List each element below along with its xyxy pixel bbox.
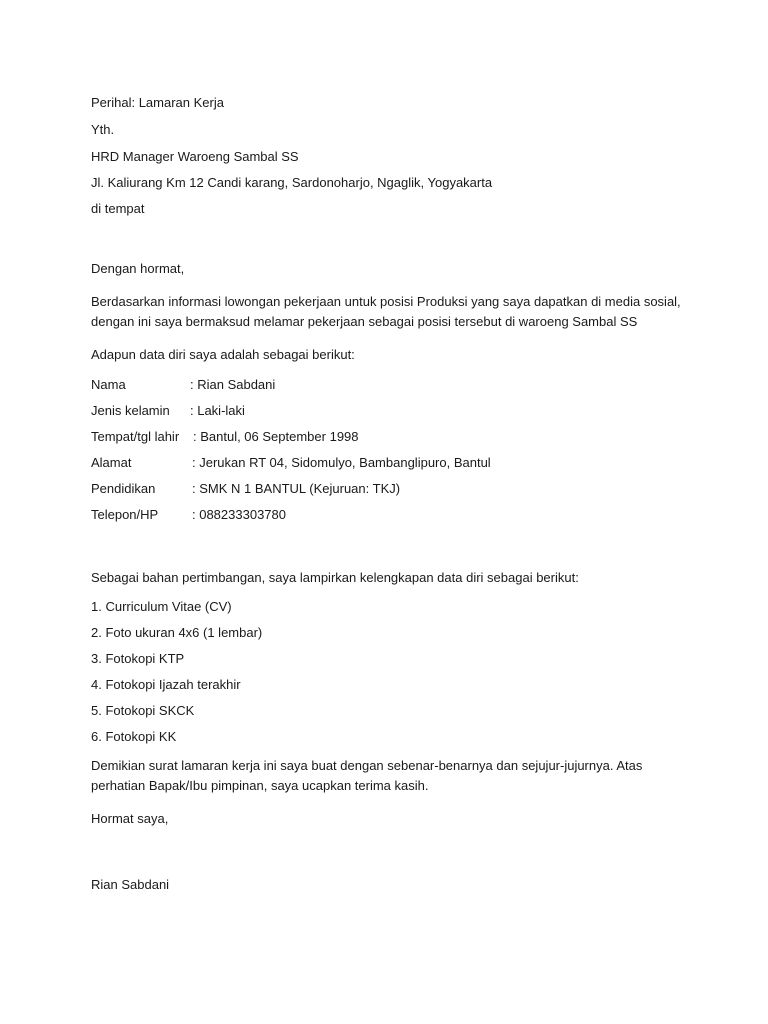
sign-off: Hormat saya, bbox=[91, 811, 169, 826]
recipient-title: HRD Manager Waroeng Sambal SS bbox=[91, 149, 299, 164]
attachment-item: 4. Fotokopi Ijazah terakhir bbox=[91, 677, 241, 692]
closing-paragraph-line-2: perhatian Bapak/Ibu pimpinan, saya ucapkan terima kasih. bbox=[91, 778, 429, 793]
attachment-item: 6. Fotokopi KK bbox=[91, 729, 177, 744]
recipient-address: Jl. Kaliurang Km 12 Candi karang, Sardonoharjo, Ngaglik, Yogyakarta bbox=[91, 175, 493, 190]
personal-data-label: Nama bbox=[91, 377, 126, 392]
attachment-item: 3. Fotokopi KTP bbox=[91, 651, 185, 666]
personal-data-value: : Jerukan RT 04, Sidomulyo, Bambanglipuro, Bantul bbox=[192, 455, 491, 470]
personal-data-value: : Rian Sabdani bbox=[190, 377, 276, 392]
closing-paragraph-line-1: Demikian surat lamaran kerja ini saya buat dengan sebenar-benarnya dan sejujur-jujurnya. Atas bbox=[91, 758, 643, 773]
personal-data-row bbox=[91, 377, 276, 393]
personal-data-label: Alamat bbox=[91, 455, 132, 470]
personal-data-row bbox=[91, 429, 359, 445]
personal-data-label: Jenis kelamin bbox=[91, 403, 170, 418]
attachments-intro: Sebagai bahan pertimbangan, saya lampirkan kelengkapan data diri sebagai berikut: bbox=[91, 570, 579, 585]
personal-data-value: : Laki-laki bbox=[190, 403, 245, 418]
personal-data-label: Telepon/HP bbox=[91, 507, 159, 522]
letter-subject: Perihal: Lamaran Kerja bbox=[91, 95, 224, 110]
personal-data-value: : Bantul, 06 September 1998 bbox=[193, 429, 359, 444]
attachment-item: 1. Curriculum Vitae (CV) bbox=[91, 599, 232, 614]
personal-data-value: : 088233303780 bbox=[192, 507, 286, 522]
intro-paragraph-line-2: dengan ini saya bermaksud melamar pekerjaan sebagai posisi tersebut di waroeng Sambal SS bbox=[91, 314, 638, 329]
signature-name: Rian Sabdani bbox=[91, 877, 170, 892]
personal-data-intro: Adapun data diri saya adalah sebagai berikut: bbox=[91, 347, 355, 362]
greeting: Dengan hormat, bbox=[91, 261, 185, 276]
recipient-salutation: Yth. bbox=[91, 122, 115, 137]
personal-data-label: Pendidikan bbox=[91, 481, 156, 496]
attachment-item: 2. Foto ukuran 4x6 (1 lembar) bbox=[91, 625, 263, 640]
personal-data-label: Tempat/tgl lahir bbox=[91, 429, 180, 444]
personal-data-row bbox=[91, 481, 401, 497]
personal-data-row bbox=[91, 507, 286, 523]
recipient-place: di tempat bbox=[91, 201, 145, 216]
attachment-item: 5. Fotokopi SKCK bbox=[91, 703, 195, 718]
personal-data-row bbox=[91, 403, 245, 419]
personal-data-value: : SMK N 1 BANTUL (Kejuruan: TKJ) bbox=[192, 481, 401, 496]
personal-data-row bbox=[91, 455, 491, 471]
intro-paragraph-line-1: Berdasarkan informasi lowongan pekerjaan untuk posisi Produksi yang saya dapatkan di media sosial, bbox=[91, 294, 681, 309]
